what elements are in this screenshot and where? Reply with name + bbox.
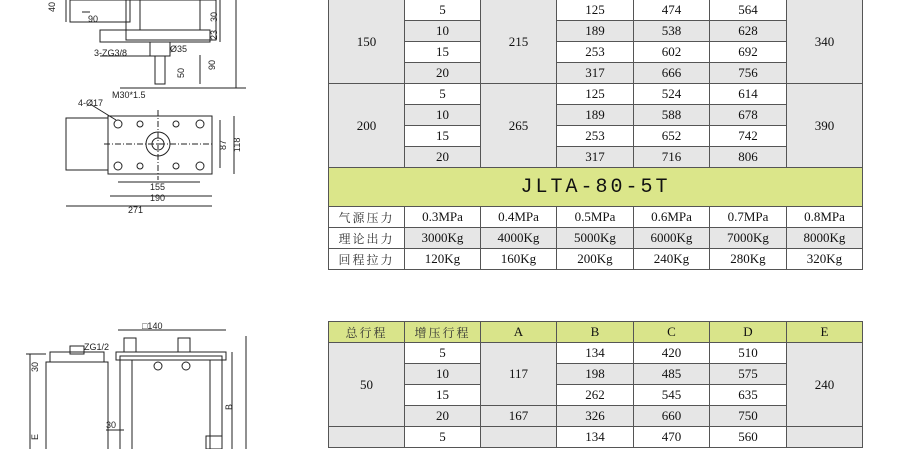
force-row xyxy=(329,228,863,249)
dim-label: 90 xyxy=(88,14,99,24)
c-cell: 666 xyxy=(634,63,710,84)
table-row xyxy=(329,84,863,105)
dim-label: 40 xyxy=(47,1,57,12)
b-cell: 134 xyxy=(557,343,634,364)
value-cell: 0.7MPa xyxy=(710,207,787,228)
e-cell: 390 xyxy=(787,84,863,168)
c-cell: 602 xyxy=(634,42,710,63)
boost-stroke-cell: 15 xyxy=(405,42,481,63)
table-row xyxy=(329,147,863,168)
header-row xyxy=(329,322,863,343)
value-cell: 0.5MPa xyxy=(557,207,634,228)
table-row xyxy=(329,0,863,21)
value-cell: 6000Kg xyxy=(634,228,710,249)
c-cell: 470 xyxy=(634,427,710,448)
return-row xyxy=(329,249,863,270)
boost-stroke-cell: 10 xyxy=(405,105,481,126)
c-cell: 420 xyxy=(634,343,710,364)
dim-label: 190 xyxy=(150,193,166,203)
c-cell: 588 xyxy=(634,105,710,126)
thread-label: 3-ZG3/8 xyxy=(94,48,128,58)
d-cell: 678 xyxy=(710,105,787,126)
table-row xyxy=(329,63,863,84)
col-header-b: B xyxy=(557,322,634,343)
hole-label: 4-Ø17 xyxy=(78,98,104,108)
dim-label: 50 xyxy=(176,67,186,78)
boost-stroke-cell: 5 xyxy=(405,0,481,21)
e-cell xyxy=(787,427,863,448)
value-cell: 120Kg xyxy=(405,249,481,270)
dim-label: E xyxy=(30,433,40,440)
d-cell: 628 xyxy=(710,21,787,42)
b-cell: 134 xyxy=(557,427,634,448)
model-title: JLTA-80-5T xyxy=(329,168,863,207)
table-row xyxy=(329,42,863,63)
b-cell: 253 xyxy=(557,42,634,63)
value-cell: 8000Kg xyxy=(787,228,863,249)
dim-label: 118 xyxy=(232,137,242,152)
spec-table-top xyxy=(328,0,863,270)
b-cell: 125 xyxy=(557,0,634,21)
table-row xyxy=(329,126,863,147)
b-cell: 262 xyxy=(557,385,634,406)
total-stroke-cell: 50 xyxy=(329,343,405,427)
value-cell: 240Kg xyxy=(634,249,710,270)
thread-label: ZG1/2 xyxy=(84,342,110,352)
d-cell: 750 xyxy=(710,406,787,427)
c-cell: 660 xyxy=(634,406,710,427)
dim-label: 87 xyxy=(218,139,228,150)
c-cell: 474 xyxy=(634,0,710,21)
boost-stroke-cell: 10 xyxy=(405,364,481,385)
value-cell: 280Kg xyxy=(710,249,787,270)
boost-stroke-cell: 15 xyxy=(405,126,481,147)
value-cell: 0.3MPa xyxy=(405,207,481,228)
c-cell: 716 xyxy=(634,147,710,168)
row-label: 气源压力 xyxy=(329,207,405,228)
spec-table-bottom xyxy=(328,321,863,448)
boost-stroke-cell: 20 xyxy=(405,147,481,168)
col-header-c: C xyxy=(634,322,710,343)
col-header-e: E xyxy=(787,322,863,343)
e-cell: 240 xyxy=(787,343,863,427)
c-cell: 545 xyxy=(634,385,710,406)
b-cell: 326 xyxy=(557,406,634,427)
a-cell: 215 xyxy=(481,0,557,84)
value-cell: 200Kg xyxy=(557,249,634,270)
boost-stroke-cell: 5 xyxy=(405,343,481,364)
col-header-d: D xyxy=(710,322,787,343)
c-cell: 652 xyxy=(634,126,710,147)
d-cell: 575 xyxy=(710,364,787,385)
boost-stroke-cell: 5 xyxy=(405,84,481,105)
table-row xyxy=(329,364,863,385)
b-cell: 125 xyxy=(557,84,634,105)
table-row xyxy=(329,343,863,364)
d-cell: 742 xyxy=(710,126,787,147)
a-cell xyxy=(481,427,557,448)
col-header-total-stroke: 总行程 xyxy=(329,322,405,343)
dim-label: B xyxy=(224,403,234,410)
pressure-row xyxy=(329,207,863,228)
c-cell: 538 xyxy=(634,21,710,42)
value-cell: 7000Kg xyxy=(710,228,787,249)
table-row xyxy=(329,21,863,42)
dim-label: 30 xyxy=(209,11,219,22)
d-cell: 635 xyxy=(710,385,787,406)
d-cell: 692 xyxy=(710,42,787,63)
dim-label: Ø35 xyxy=(170,44,188,54)
col-header-boost-stroke: 增压行程 xyxy=(405,322,481,343)
value-cell: 4000Kg xyxy=(481,228,557,249)
b-cell: 189 xyxy=(557,105,634,126)
table-row xyxy=(329,427,863,448)
dim-label: 30 xyxy=(106,420,117,430)
e-cell: 340 xyxy=(787,0,863,84)
d-cell: 806 xyxy=(710,147,787,168)
c-cell: 524 xyxy=(634,84,710,105)
value-cell: 320Kg xyxy=(787,249,863,270)
total-stroke-cell xyxy=(329,427,405,448)
boost-stroke-cell: 20 xyxy=(405,406,481,427)
value-cell: 0.8MPa xyxy=(787,207,863,228)
total-stroke-cell: 150 xyxy=(329,0,405,84)
b-cell: 253 xyxy=(557,126,634,147)
b-cell: 317 xyxy=(557,63,634,84)
row-label: 理论出力 xyxy=(329,228,405,249)
dim-label: 90 xyxy=(207,59,217,70)
value-cell: 3000Kg xyxy=(405,228,481,249)
dim-label: 271 xyxy=(128,205,144,215)
boost-stroke-cell: 20 xyxy=(405,63,481,84)
d-cell: 756 xyxy=(710,63,787,84)
b-cell: 198 xyxy=(557,364,634,385)
table-row xyxy=(329,385,863,406)
technical-drawing xyxy=(0,0,300,449)
value-cell: 5000Kg xyxy=(557,228,634,249)
b-cell: 189 xyxy=(557,21,634,42)
model-band-row xyxy=(329,168,863,207)
thread-label: M30*1.5 xyxy=(112,90,146,100)
boost-stroke-cell: 5 xyxy=(405,427,481,448)
boost-stroke-cell: 10 xyxy=(405,21,481,42)
boost-stroke-cell: 15 xyxy=(405,385,481,406)
d-cell: 614 xyxy=(710,84,787,105)
table-row xyxy=(329,406,863,427)
b-cell: 317 xyxy=(557,147,634,168)
value-cell: 0.6MPa xyxy=(634,207,710,228)
a-cell: 117 xyxy=(481,343,557,406)
a-cell: 265 xyxy=(481,84,557,168)
row-label: 回程拉力 xyxy=(329,249,405,270)
col-header-a: A xyxy=(481,322,557,343)
value-cell: 0.4MPa xyxy=(481,207,557,228)
table-row xyxy=(329,105,863,126)
total-stroke-cell: 200 xyxy=(329,84,405,168)
a-cell: 167 xyxy=(481,406,557,427)
dim-label: 23 xyxy=(209,29,219,40)
dim-label: □140 xyxy=(142,321,163,331)
value-cell: 160Kg xyxy=(481,249,557,270)
c-cell: 485 xyxy=(634,364,710,385)
dim-label: 30 xyxy=(30,361,40,372)
d-cell: 564 xyxy=(710,0,787,21)
dim-label: 155 xyxy=(150,182,166,192)
d-cell: 510 xyxy=(710,343,787,364)
d-cell: 560 xyxy=(710,427,787,448)
